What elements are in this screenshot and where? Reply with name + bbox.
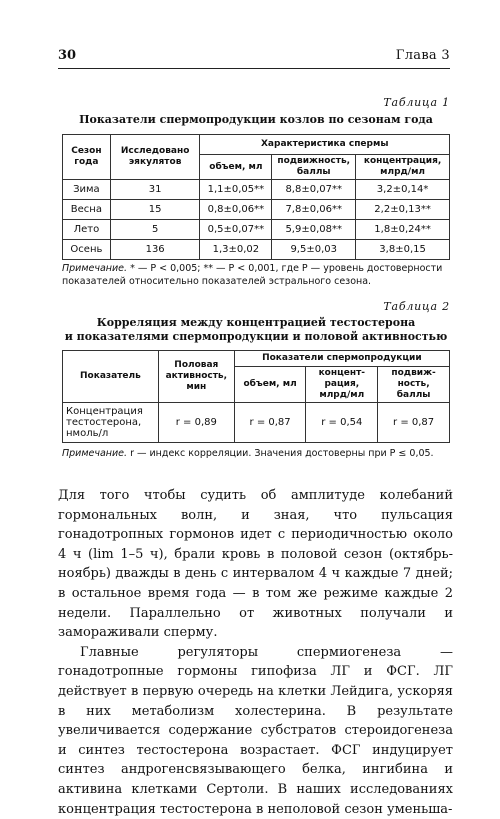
cell-ejaculates: 5 <box>110 220 200 240</box>
table1-header-ejaculates: Исследовано эякулятов <box>110 135 200 180</box>
cell-motility: r = 0,87 <box>378 403 450 443</box>
cell-season: Весна <box>63 200 111 220</box>
table2-header-volume: объем, мл <box>234 367 306 403</box>
cell-season: Зима <box>63 180 111 200</box>
table1-header-motility: подвижность, баллы <box>272 155 356 180</box>
table2-title <box>62 316 450 344</box>
table1-header-season: Сезон года <box>63 135 111 180</box>
cell-volume: 0,5±0,07** <box>200 220 272 240</box>
note-label: Примечание. <box>62 263 128 274</box>
table-row <box>63 200 450 220</box>
paragraph: Для того чтобы судить об амплитуде колебаний гормональных волн, и зная, что пульсация гонадотропных гормонов идет с периодичностью около 4 ч (lim 1–5 ч), брали кровь в половой сезон (октябрь-ноябрь) дважды в день с интервалом 4 ч каждые 7 дней; в остальное время года — в том же режиме каждые 2 недели. Параллельно от животных получали и замораживали сперму. <box>58 488 453 641</box>
note-text: * — P < 0,005; ** — P < 0,001, где P — уровень достоверности показателей относительно показателей эстрального сезона. <box>62 263 443 287</box>
cell-volume: r = 0,87 <box>234 403 306 443</box>
cell-season: Лето <box>63 220 111 240</box>
cell-motility: 5,9±0,08** <box>272 220 356 240</box>
chapter-title: Глава 3 <box>395 48 450 63</box>
table1 <box>62 134 450 260</box>
body-text <box>58 486 453 819</box>
table2 <box>62 350 450 443</box>
header-rule <box>58 68 450 69</box>
cell-volume: 1,1±0,05** <box>200 180 272 200</box>
table1-header-group: Характеристика спермы <box>200 135 450 155</box>
cell-motility: 9,5±0,03 <box>272 240 356 260</box>
cell-concentration: 1,8±0,24** <box>356 220 450 240</box>
table2-header-group: Показатели спермопродукции <box>234 351 449 367</box>
cell-concentration: 3,8±0,15 <box>356 240 450 260</box>
table2-title-line2: и показателями спермопродукции и половой активностью <box>64 330 448 343</box>
table1-label: Таблица 1 <box>383 96 450 109</box>
paragraph: Главные регуляторы спермиогенеза — гонадотропные гормоны гипофиза ЛГ и ФСГ. ЛГ действует в первую очередь на клетки Лейдига, ускоряя в них метаболизм холестерина. В результате увеличивается содержание субстратов стероидогенеза и синтез тестостерона возрастает. ФСГ индуцирует синтез андрогенсвязывающего белка, ингибина и активина клетками Сертоли. В наших исследованиях концентрация тестостерона в неполовой сезон уменьша- <box>58 644 453 817</box>
cell-season: Осень <box>63 240 111 260</box>
table1-header-concentration: концентрация, млрд/мл <box>356 155 450 180</box>
cell-ejaculates: 136 <box>110 240 200 260</box>
table2-label: Таблица 2 <box>383 300 450 313</box>
table-row <box>63 240 450 260</box>
table1-note <box>62 262 450 288</box>
cell-indicator: Концентрация тестостерона, нмоль/л <box>63 403 159 443</box>
cell-ejaculates: 31 <box>110 180 200 200</box>
cell-volume: 1,3±0,02 <box>200 240 272 260</box>
note-text: r — индекс корреляции. Значения достоверны при P ≤ 0,05. <box>127 448 434 459</box>
page-header <box>58 48 450 66</box>
table2-header-indicator: Показатель <box>63 351 159 403</box>
cell-ejaculates: 15 <box>110 200 200 220</box>
table2-header-concentration: концент-рация, млрд/мл <box>306 367 378 403</box>
table2-title-line1: Корреляция между концентрацией тестостерона <box>96 316 416 329</box>
page-number: 30 <box>58 48 77 63</box>
cell-activity: r = 0,89 <box>158 403 234 443</box>
note-label: Примечание. <box>62 448 128 459</box>
table1-header-volume: объем, мл <box>200 155 272 180</box>
cell-concentration: 2,2±0,13** <box>356 200 450 220</box>
cell-concentration: r = 0,54 <box>306 403 378 443</box>
table2-note <box>62 447 450 460</box>
table1-title: Показатели спермопродукции козлов по сезонам года <box>79 113 433 126</box>
cell-volume: 0,8±0,06** <box>200 200 272 220</box>
cell-motility: 8,8±0,07** <box>272 180 356 200</box>
table-row <box>63 220 450 240</box>
table2-header-activity: Половая активность, мин <box>158 351 234 403</box>
table2-header-motility: подвиж-ность, баллы <box>378 367 450 403</box>
table-row <box>63 403 450 443</box>
table-row <box>63 180 450 200</box>
cell-concentration: 3,2±0,14* <box>356 180 450 200</box>
cell-motility: 7,8±0,06** <box>272 200 356 220</box>
